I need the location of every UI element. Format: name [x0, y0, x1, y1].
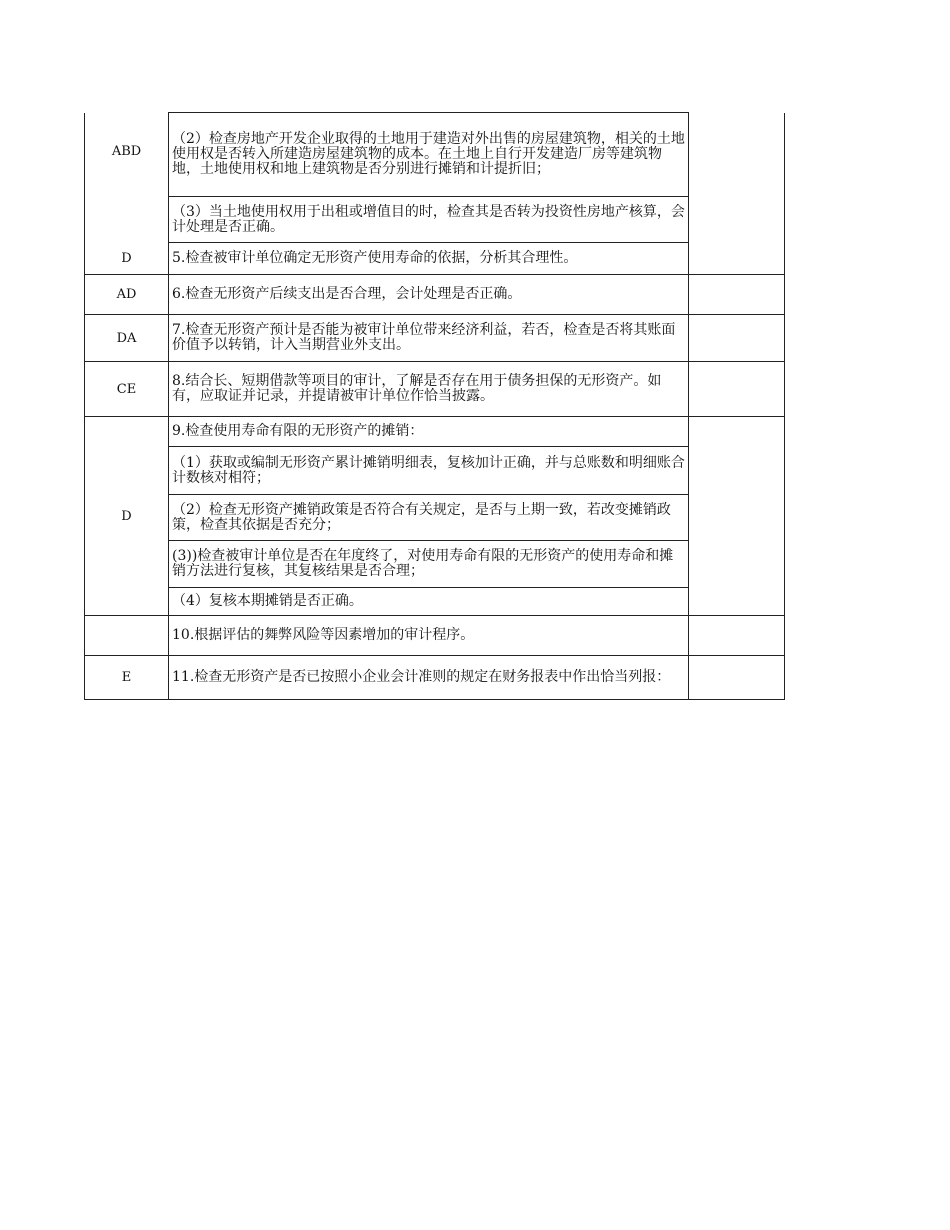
procedure-text: （1）获取或编制无形资产累计摊销明细表，复核加计正确，并与总账数和明细账合计数核对相符；	[169, 447, 689, 495]
table-row	[85, 656, 785, 700]
procedure-text: 7.检查无形资产预计是否能为被审计单位带来经济利益，若否，检查是否将其账面价值予以转销，计入当期营业外支出。	[169, 315, 689, 362]
remarks-cell[interactable]	[689, 275, 785, 315]
procedure-text: （3）当土地使用权用于出租或增值目的时，检查其是否转为投资性房地产核算，会计处理是否正确。	[169, 197, 689, 243]
remarks-cell[interactable]	[689, 113, 785, 243]
procedure-text: 11.检查无形资产是否已按照小企业会计准则的规定在财务报表中作出恰当列报：	[169, 656, 689, 700]
assertion-code: DA	[85, 315, 169, 362]
table-row	[85, 616, 785, 656]
remarks-cell[interactable]	[689, 656, 785, 700]
table-row	[85, 275, 785, 315]
audit-procedures-sheet	[84, 112, 784, 700]
assertion-code: D	[85, 243, 169, 275]
table-row	[85, 243, 785, 275]
table-row	[85, 417, 785, 447]
table-row	[85, 541, 785, 588]
assertion-code: AD	[85, 275, 169, 315]
table-row	[85, 362, 785, 417]
table-row	[85, 495, 785, 541]
procedure-text: 9.检查使用寿命有限的无形资产的摊销：	[169, 417, 689, 447]
remarks-cell[interactable]	[689, 417, 785, 616]
procedure-text: 5.检查被审计单位确定无形资产使用寿命的依据，分析其合理性。	[169, 243, 689, 275]
remarks-cell[interactable]	[689, 616, 785, 656]
remarks-cell[interactable]	[689, 362, 785, 417]
table-row	[85, 113, 785, 197]
procedure-text: （2）检查无形资产摊销政策是否符合有关规定，是否与上期一致，若改变摊销政策，检查其依据是否充分；	[169, 495, 689, 541]
procedures-table	[84, 112, 785, 700]
procedure-text: 6.检查无形资产后续支出是否合理，会计处理是否正确。	[169, 275, 689, 315]
procedure-text: （4）复核本期摊销是否正确。	[169, 588, 689, 616]
assertion-code: ABD	[85, 113, 169, 243]
remarks-cell[interactable]	[689, 315, 785, 362]
table-row	[85, 447, 785, 495]
table-row	[85, 197, 785, 243]
assertion-code: CE	[85, 362, 169, 417]
assertion-code: D	[85, 417, 169, 616]
procedure-text: 8.结合长、短期借款等项目的审计，了解是否存在用于债务担保的无形资产。如有，应取证并记录，并提请被审计单位作恰当披露。	[169, 362, 689, 417]
procedure-text: （2）检查房地产开发企业取得的土地用于建造对外出售的房屋建筑物，相关的土地使用权是否转入所建造房屋建筑物的成本。在土地上自行开发建造厂房等建筑物地，土地使用权和地上建筑物是否分别进行摊销和计提折旧；	[169, 113, 689, 197]
assertion-code: E	[85, 656, 169, 700]
remarks-cell[interactable]	[689, 243, 785, 275]
table-row	[85, 315, 785, 362]
procedure-text: 10.根据评估的舞弊风险等因素增加的审计程序。	[169, 616, 689, 656]
procedure-text: (3))检查被审计单位是否在年度终了，对使用寿命有限的无形资产的使用寿命和摊销方法进行复核，其复核结果是否合理；	[169, 541, 689, 588]
assertion-code	[85, 616, 169, 656]
table-row	[85, 588, 785, 616]
